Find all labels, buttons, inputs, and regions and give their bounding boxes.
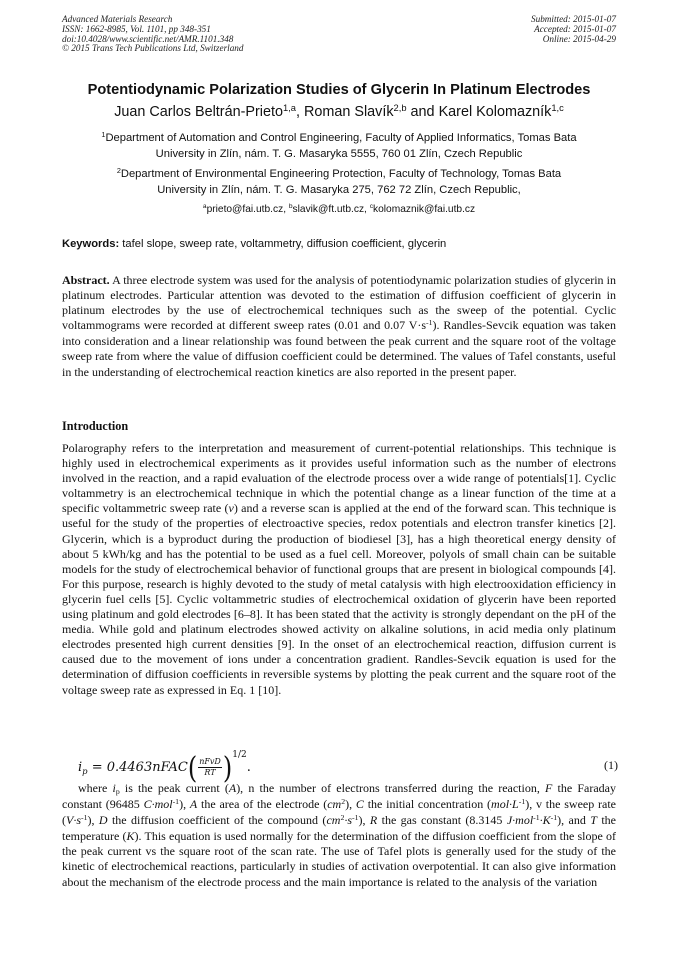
submission-dates <box>531 15 616 44</box>
issn-line: ISSN: 1662-8985, Vol. 1101, pp 348-351 <box>62 23 211 34</box>
section-heading-introduction: Introduction <box>62 419 129 433</box>
unit-sup: 2 <box>341 796 346 806</box>
where-text: ), v the sweep rate ( <box>62 797 616 828</box>
keywords-label: Keywords: <box>62 238 120 250</box>
abstract-label: Abstract. <box>62 273 110 287</box>
where-text: ), <box>345 797 356 812</box>
online-date: Online: 2015-04-29 <box>542 33 616 44</box>
affiliation-2 <box>60 167 618 197</box>
eq-period: . <box>246 760 251 775</box>
author-name: Roman Slavík <box>303 104 394 120</box>
author-affil-sup: 1,a <box>282 102 296 113</box>
abstract <box>62 273 616 380</box>
email-link[interactable]: kolomaznik@fai.utb.cz <box>373 204 476 215</box>
fraction-denominator: RT <box>204 768 216 777</box>
var-symbol: R <box>369 813 378 828</box>
intro-text: ) and a reverse scan is applied at the end of the forward scan. This technique is useful for the study of the properties of electroactive species, redox potentials and electron transfer kinetics [2]. Glycerin, which is a byproduct during the production of biodiesel [3], has a high theoretical energy density of about 5 kWh/kg and has the potential to be used as a fuel cell. Moreover, polyols of small chain can be suitable models for the study of electrochemical behavior of functional groups that are present in biological compounds [4]. For this purpose, research is highly devoted to the study of metal catalysis with high electrooxidation efficiency in glycerin fuel cells [5]. Cyclic voltammetric studies of electrochemical oxidation of glycerin have been reported using platinum and gold electrodes [6–8]. It has been stated that the activity is strongly dependant on the pH of the media. While gold and platinum electrodes showed activity on alkaline solutions, in acid media only platinum electrodes presented high current densities [9]. In the onset of an electrochemical reaction, diffusion current is caused due to the movement of ions under a concentration gradient. Randles-Sevcik equation is used for the determination of diffusion coefficients in reversible systems by plotting the peak current and the square root of the voltage sweep rate as expressed in Eq. 1 [10]. <box>62 501 616 697</box>
eq-lhs: i <box>78 760 83 775</box>
journal-info <box>62 15 243 54</box>
unit-symbol: ·s <box>344 813 353 828</box>
email-list: $^a$prieto@fai.utb.cz, $^b$slavik@ft.utb.cz, $^c$kolomaznik@fai.utb.cz <box>202 203 476 215</box>
intro-text: Polarography refers to the interpretation and measurement of current-potential relationships. This technique is highly used in electrochemical experiments as it provides useful information such as the number of electrons involved in the reaction, and a rapid evaluation of the electrode process over a wide range of potentials[1]. Cyclic voltammetry is an electrochemical technique in which the potential change as a linear function of the time at a specific voltammetric sweep rate ( <box>62 441 616 516</box>
author-separator: , <box>295 104 304 120</box>
var-symbol: i <box>112 781 116 795</box>
affiliation-line: University in Zlín, nám. T. G. Masaryka 5555, 760 01 Zlín, Czech Republic <box>155 147 523 160</box>
eq-fraction <box>198 757 222 778</box>
equation-number: (1) <box>604 758 618 772</box>
var-symbol: A <box>189 797 198 812</box>
submitted-date: Submitted: 2015-01-07 <box>531 14 616 24</box>
unit-symbol: K <box>126 829 135 844</box>
where-text: ), <box>179 797 190 812</box>
unit-sup: -1 <box>81 812 88 822</box>
author-name: Juan Carlos Beltrán-Prieto <box>114 104 283 120</box>
where-text: ), <box>87 813 99 828</box>
email-link[interactable]: prieto@fai.utb.cz <box>206 204 284 215</box>
randles-sevcik-equation <box>78 750 251 785</box>
affiliation-line: Department of Environmental Engineering Protection, Faculty of Technology, Tomas Bata <box>120 168 562 180</box>
where-text: the gas constant (8.3145 <box>377 813 507 828</box>
paper-title: Potentiodynamic Polarization Studies of Glycerin In Platinum Electrodes <box>87 82 591 98</box>
unit-sup: -1 <box>518 796 526 806</box>
author-name: Karel Kolomazník <box>438 104 552 120</box>
affiliation-number: 2 <box>116 166 121 175</box>
equation-variable-description <box>62 781 616 890</box>
var-symbol: C <box>355 797 364 812</box>
abstract-text: A three electrode system was used for the analysis of potentiodynamic polarization studies of glycerin in platinum electrodes. Particular attention was devoted to the estimation of diffusion coefficient of glycerin in platinum electrodes by the use of electrochemical techniques such as the sweep of the potential. Cyclic voltammograms were recorded at different sweep rates (0.01 and 0.07 V·s <box>62 273 616 333</box>
author-affil-sup: 1,c <box>551 102 564 113</box>
unit-symbol: cm <box>327 797 342 812</box>
where-text: ), and <box>557 813 591 828</box>
abstract-text: ). Randles-Sevcik equation was taken into consideration and a linear relationship was found between the peak current and the square root of the voltage sweep rate from where the value of diffusion coefficient could be determined. The values of Tafel constants, useful in the understanding of electrochemical reaction kinetics are also reported in the present paper. <box>62 318 617 379</box>
where-text: the area of the electrode ( <box>197 797 328 812</box>
unit-symbol: J·mol <box>506 813 534 828</box>
var-symbol: D <box>98 813 108 828</box>
keywords-text: tafel slope, sweep rate, voltammetry, diffusion coefficient, glycerin <box>119 238 447 250</box>
equation-1 <box>78 745 618 785</box>
right-paren: ) <box>222 750 233 785</box>
where-text: where <box>78 781 113 795</box>
var-symbol: T <box>590 813 597 828</box>
email-sup: c <box>369 203 374 211</box>
affiliation-1 <box>60 131 618 161</box>
unit-sup: -1 <box>172 796 180 806</box>
where-text: the initial concentration ( <box>363 797 492 812</box>
author-separator: and <box>406 104 439 120</box>
unit-symbol: mol·L <box>491 797 519 812</box>
unit-sup: -1 <box>533 812 540 822</box>
affiliation-line: University in Zlín, nám. T. G. Masaryka 275, 762 72 Zlín, Czech Republic, <box>157 183 521 196</box>
unit-symbol: cm <box>326 813 341 828</box>
unit-sup: -1 <box>352 812 359 822</box>
sweep-rate-symbol: v <box>228 501 234 516</box>
unit-symbol: ·K <box>539 813 551 828</box>
unit-symbol: C·mol <box>143 797 173 812</box>
email-link[interactable]: slavik@ft.utb.cz <box>292 204 365 215</box>
author-affil-sup: 2,b <box>393 102 407 113</box>
unit-symbol: V·s <box>66 813 81 828</box>
fraction-numerator: nFvD <box>199 757 221 766</box>
accepted-date: Accepted: 2015-01-07 <box>534 23 616 34</box>
where-text: ), n the number of electrons transferred during the reaction, <box>236 781 546 795</box>
unit-sup: -1 <box>550 812 558 822</box>
left-paren: ( <box>187 750 198 785</box>
where-text: the Faraday constant (96485 <box>62 781 616 812</box>
var-symbol: F <box>545 781 553 795</box>
where-text: ). This equation is used normally for the determination of the diffusion coefficient from the slope of the peak current vs the square root of the scan rate. The use of Tafel plots is generally used for the study of the kinetic of electrochemical reactions, particularly in studies of activation overpotential. It can also give information about the mechanism of the electrode process and the main importance is related to the analysis of the variation <box>62 829 616 889</box>
abstract-sup: -1 <box>426 318 433 327</box>
email-sup: b <box>288 203 293 211</box>
eq-lhs-sub: p <box>82 765 88 776</box>
unit-symbol: A <box>228 781 237 795</box>
journal-name: Advanced Materials Research <box>62 14 173 24</box>
where-text: the diffusion coefficient of the compound ( <box>107 813 327 828</box>
author-list <box>0 103 678 122</box>
eq-exponent: 1/2 <box>232 750 247 760</box>
where-text: the temperature ( <box>62 813 616 844</box>
introduction-paragraph <box>62 441 616 698</box>
affiliation-line: Department of Automation and Control Engineering, Faculty of Applied Informatics, Tomas Bata <box>105 132 577 144</box>
doi-line: doi:10.4028/www.scientific.net/AMR.1101.348 <box>62 33 234 44</box>
keywords <box>62 237 616 251</box>
unit-sup: 2 <box>340 812 345 822</box>
where-text: ), <box>358 813 370 828</box>
email-sup: a <box>202 203 207 211</box>
affiliation-number: 1 <box>101 130 106 139</box>
where-text: is the peak current ( <box>119 781 229 795</box>
var-sub: p <box>115 787 120 797</box>
eq-rhs: = 0.4463nFAC <box>87 760 188 775</box>
copyright-line: © 2015 Trans Tech Publications Ltd, Switzerland <box>62 43 244 54</box>
